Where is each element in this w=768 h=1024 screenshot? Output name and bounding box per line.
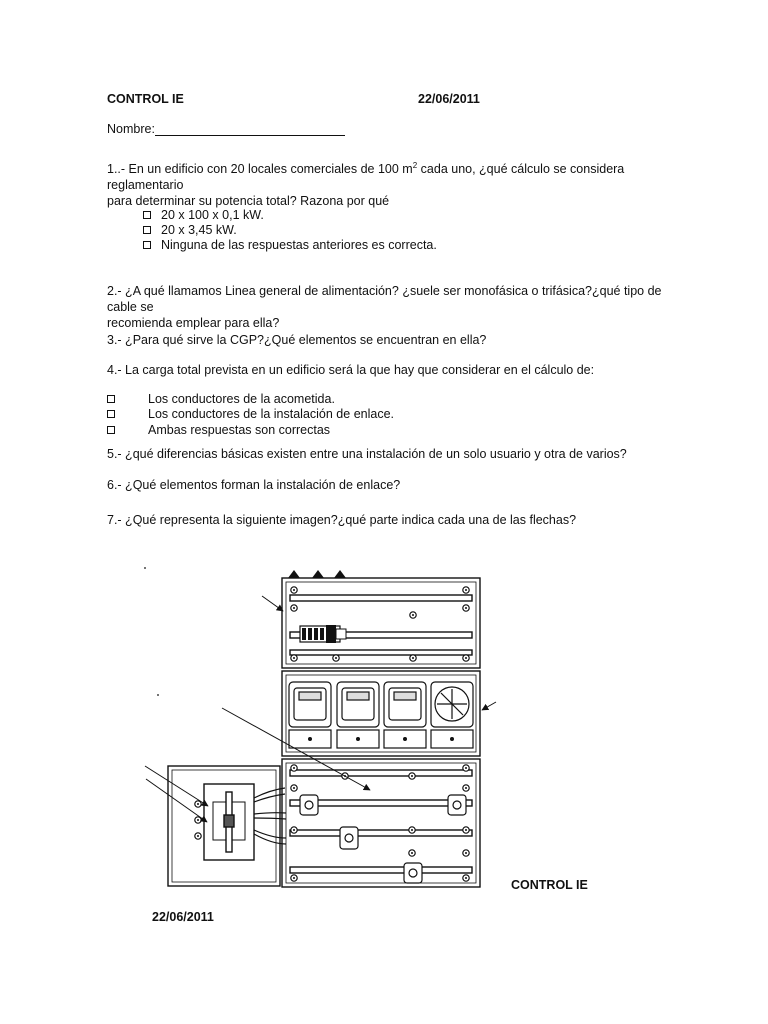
- question-2-line-1: 2.- ¿A qué llamamos Linea general de alimentación? ¿suele ser monofásica o trifásica?¿qué tipo de cable se: [107, 284, 662, 314]
- option-label: 20 x 3,45 kW.: [161, 223, 237, 237]
- stray-marks: [144, 567, 159, 696]
- bottom-module: [282, 759, 480, 887]
- footer-title: CONTROL IE: [511, 878, 588, 892]
- question-3: 3.- ¿Para qué sirve la CGP?¿Qué elementos se encuentran en ella?: [107, 333, 487, 347]
- question-7: 7.- ¿Qué representa la siguiente imagen?¿qué parte indica cada una de las flechas?: [107, 513, 577, 527]
- question-6: 6.- ¿Qué elementos forman la instalación de enlace?: [107, 478, 401, 492]
- question-1-text-a: 1..- En un edificio con 20 locales comerciales de 100 m: [107, 162, 413, 177]
- left-module-bolts: [195, 801, 201, 839]
- fuse-block: [300, 625, 346, 643]
- option-label: Ninguna de las respuestas anteriores es correcta.: [161, 238, 437, 252]
- option-label: Los conductores de la acometida.: [148, 392, 335, 406]
- option-label: 20 x 100 x 0,1 kW.: [161, 208, 264, 222]
- question-1-text-c: para determinar su potencia total? Razona por qué: [107, 194, 390, 209]
- bottom-bolts: [291, 765, 469, 881]
- question-2-line-2: recomienda emplear para ella?: [107, 316, 280, 330]
- header-title: CONTROL IE: [107, 92, 184, 106]
- meter-units: [289, 682, 473, 748]
- top-knobs: [288, 570, 346, 578]
- connecting-cables: [254, 788, 286, 844]
- left-switch-module: [168, 766, 280, 886]
- question-1-superscript: 2: [412, 161, 418, 170]
- top-module: [282, 578, 480, 668]
- header-date: 22/06/2011: [418, 92, 480, 106]
- option-label: Los conductores de la instalación de enlace.: [148, 407, 394, 421]
- footer-date: 22/06/2011: [152, 910, 214, 924]
- question-4: 4.- La carga total prevista en un edificio será la que hay que considerar en el cálculo de:: [107, 363, 595, 377]
- question-1-text-b: cada uno, ¿qué cálculo se considera reglamentario: [107, 162, 625, 193]
- option-label: Ambas respuestas son correctas: [148, 423, 331, 437]
- name-label: Nombre:: [107, 122, 155, 136]
- question-5: 5.- ¿qué diferencias básicas existen entre una instalación de un solo usuario y otra de varios?: [107, 447, 627, 461]
